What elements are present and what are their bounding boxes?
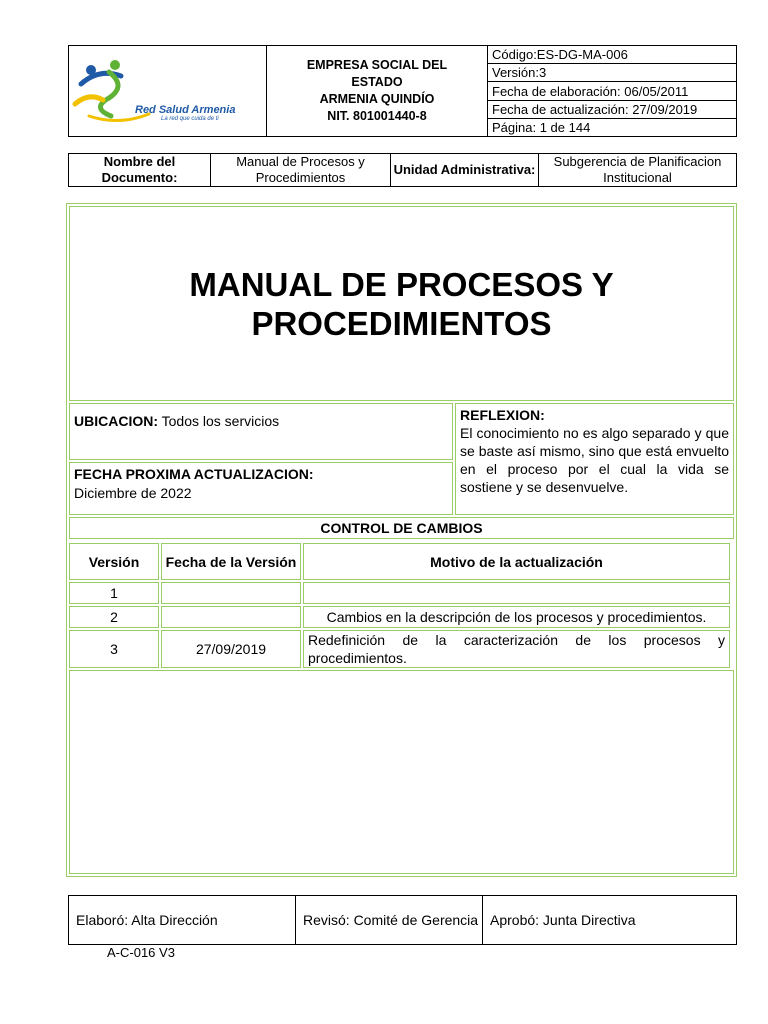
row-reason [303, 582, 730, 604]
red-salud-logo-icon [69, 46, 267, 136]
logo-brand: Red Salud Armenia [135, 104, 236, 116]
row-date [161, 582, 301, 604]
table-row [69, 582, 730, 604]
document-name-label: Nombre del Documento: [69, 154, 211, 186]
header-date: Fecha de la Versión [161, 543, 301, 580]
table-row [69, 606, 730, 628]
header-version: Versión [69, 543, 159, 580]
main-frame [66, 203, 737, 877]
logo [69, 46, 267, 136]
company-info: EMPRESA SOCIAL DEL ESTADO ARMENIA QUINDÍO NIT. 801001440-8 [267, 46, 488, 136]
form-code: A-C-016 V3 [107, 945, 175, 960]
next-update-box [69, 462, 453, 515]
table-row [69, 630, 730, 668]
document-name-row [68, 153, 737, 187]
meta-created-date: Fecha de elaboración: 06/05/2011 [488, 82, 736, 100]
meta-version: Versión:3 [488, 64, 736, 82]
reflexion-box [455, 403, 734, 515]
row-version: 3 [69, 630, 159, 668]
meta-code: Código:ES-DG-MA-006 [488, 46, 736, 64]
reflexion-label: REFLEXION: [460, 407, 545, 423]
meta-page: Página: 1 de 144 [492, 119, 591, 135]
approval-footer [68, 895, 737, 945]
table-header-row [69, 543, 730, 580]
change-control-table [67, 541, 732, 670]
ubicacion-box [69, 403, 453, 460]
elaborated-by: Elaboró: Alta Dirección [69, 896, 296, 944]
next-update-value: Diciembre de 2022 [74, 485, 192, 501]
logo-tagline: La red que cuida de ti [161, 116, 219, 122]
next-update-label: FECHA PROXIMA ACTUALIZACION: [74, 466, 314, 482]
row-reason: Redefinición de la caracterización de los procesos y procedimientos. [303, 630, 730, 668]
document-name-value: Manual de Procesos y Procedimientos [211, 154, 391, 186]
reviewed-by: Revisó: Comité de Gerencia [296, 896, 483, 944]
change-control-title: CONTROL DE CAMBIOS [69, 517, 734, 539]
ubicacion-value: Todos los servicios [161, 413, 280, 429]
ubicacion-label: UBICACION: [74, 413, 158, 429]
document-meta [488, 46, 736, 136]
reflexion-text: El conocimiento no es algo separado y que se baste así mismo, sino que está envuelto en el proceso por el cual la vida se sostiene y se desenvuelve. [460, 425, 729, 495]
blank-area [69, 670, 734, 874]
meta-updated-date: Fecha de actualización: 27/09/2019 [488, 101, 736, 119]
header-reason: Motivo de la actualización [303, 543, 730, 580]
row-date: 27/09/2019 [161, 630, 301, 668]
document-header [68, 45, 737, 137]
page-title: MANUAL DE PROCESOS Y PROCEDIMIENTOS [69, 206, 734, 401]
approved-by: Aprobó: Junta Directiva [490, 912, 636, 928]
row-reason: Cambios en la descripción de los procesos y procedimientos. [303, 606, 730, 628]
row-date [161, 606, 301, 628]
unit-label: Unidad Administrativa: [391, 154, 539, 186]
row-version: 1 [69, 582, 159, 604]
row-version: 2 [69, 606, 159, 628]
unit-value: Subgerencia de Planificacion Institucional [553, 154, 722, 185]
